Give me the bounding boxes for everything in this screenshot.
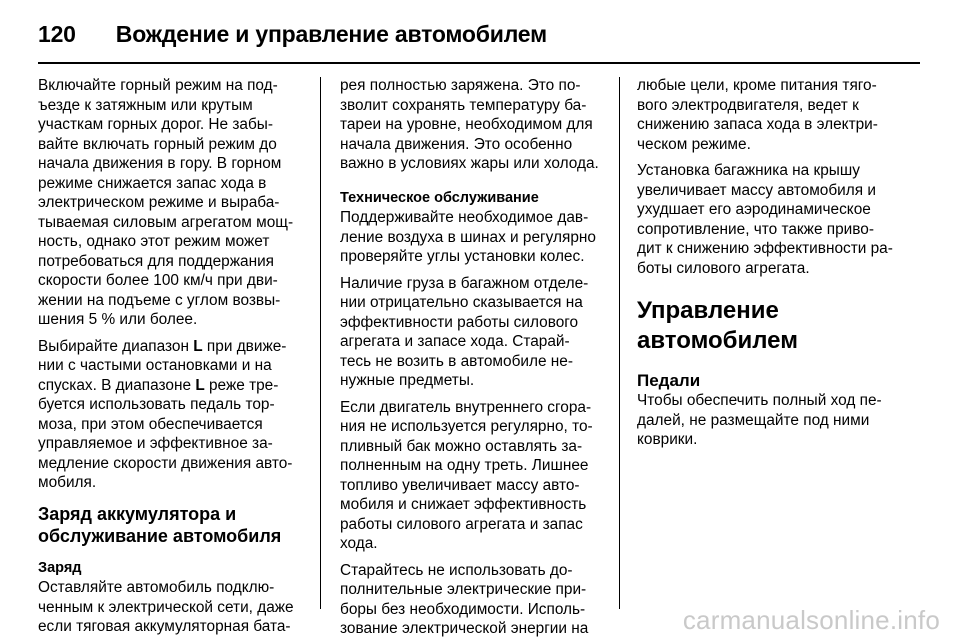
text-line: нужные предметы.: [340, 372, 475, 389]
text-line: ность, однако этот режим может: [38, 233, 270, 250]
text-line: топливо увеличивает массу авто-: [340, 476, 580, 494]
text-line: [38, 376, 314, 396]
page-number: 120: [38, 20, 76, 47]
watermark: carmanualsonline.info: [682, 605, 940, 635]
text-column-3: [637, 76, 922, 450]
subheading: Педали: [637, 371, 701, 390]
section-heading: [637, 296, 922, 356]
header-rule: [38, 62, 920, 64]
text-line: Чтобы обеспечить полный ход пе-: [637, 392, 882, 409]
text-line: электрическом режиме и выраба-: [38, 194, 280, 211]
text-line: медление скорости движения авто-: [38, 454, 293, 472]
text-line: [38, 337, 314, 357]
text-line: эффективности работы силового: [340, 313, 579, 331]
text-line: начала движения в гору. В горном: [38, 155, 282, 172]
text-line: хода.: [340, 535, 378, 552]
text-line: мобиля и снижает эффективность: [340, 496, 587, 513]
text-line: нии с частыми остановками и на: [38, 357, 272, 374]
text-line: пливный бак можно оставлять за-: [340, 437, 583, 455]
paragraph: [38, 578, 314, 637]
text-line: ухудшает его аэродинамическое: [637, 201, 871, 218]
text-line: проверяйте углы установки колес.: [340, 248, 585, 265]
text-column-1: [38, 76, 314, 637]
heading-line: Управление: [637, 297, 779, 324]
paragraph: [340, 561, 615, 639]
text-line: жении на подъеме с углом возвы-: [38, 291, 281, 309]
text-line: моза, при этом обеспечивается: [38, 415, 263, 433]
paragraph: [38, 76, 314, 330]
page-title: Вождение и управление автомобилем: [115, 20, 547, 47]
heading-line: обслуживание автомобиля: [38, 525, 282, 546]
text-line: тареи на уровне, необходимом для: [340, 116, 593, 133]
text-line: Если двигатель внутреннего сгора-: [340, 398, 592, 416]
text-line: Оставляйте автомобиль подклю-: [38, 579, 275, 596]
text-line: зование электрической энергии на: [340, 620, 589, 637]
text-line: зволит сохранять температуру ба-: [340, 96, 587, 114]
range-key-label: L: [195, 376, 205, 394]
text-line: агрегата и запасе хода. Старай-: [340, 333, 570, 350]
text-line: ческом режиме.: [637, 135, 751, 153]
text-run: при движе-: [202, 337, 287, 355]
text-line: боты силового агрегата.: [637, 259, 810, 277]
text-line: далей, не размещайте под ними: [637, 411, 870, 429]
text-line: начала движения. Это особенно: [340, 135, 573, 153]
heading-line: Заряд аккумулятора и: [38, 503, 237, 524]
text-line: участкам горных дорог. Не забы-: [38, 116, 273, 133]
text-line: снижению запаса хода в электри-: [637, 116, 878, 133]
text-line: дит к снижению эффективности ра-: [637, 240, 893, 257]
paragraph: [340, 274, 615, 391]
text-line: нии отрицательно сказывается на: [340, 294, 583, 311]
text-line: увеличивает массу автомобиля и: [637, 181, 876, 199]
text-line: ъезде к затяжным или крутым: [38, 96, 253, 114]
text-line: шения 5 % или более.: [38, 311, 198, 328]
text-line: Установка багажника на крышу: [637, 162, 860, 179]
text-run: Выбирайте диапазон: [38, 337, 194, 355]
paragraph: [340, 76, 615, 174]
text-line: коврики.: [637, 431, 698, 448]
text-line: любые цели, кроме питания тяго-: [637, 77, 877, 94]
paragraph: [637, 391, 922, 450]
text-line: Поддерживайте необходимое дав-: [340, 209, 589, 226]
text-line: управляемое и эффективное за-: [38, 435, 273, 452]
subheading: Заряд: [38, 559, 82, 576]
text-line: Наличие груза в багажном отделе-: [340, 274, 589, 292]
text-line: Старайтесь не использовать до-: [340, 561, 573, 579]
text-line: вого электродвигателя, ведет к: [637, 96, 859, 114]
text-line: ление воздуха в шинах и регулярно: [340, 228, 596, 246]
text-line: скорости более 100 км/ч при дви-: [38, 272, 278, 289]
paragraph: [637, 76, 922, 154]
text-line: боры без необходимости. Исполь-: [340, 600, 586, 618]
text-line: вайте включать горный режим до: [38, 135, 277, 153]
text-line: тываемая силовым агрегатом мощ-: [38, 213, 294, 231]
page-header: [38, 14, 547, 54]
paragraph: [38, 337, 314, 493]
range-key-label: L: [193, 337, 203, 355]
text-line: сопротивление, что также приво-: [637, 220, 874, 238]
subheading: Техническое обслуживание: [340, 189, 539, 206]
section-heading: [38, 503, 314, 547]
text-line: тесь не возить в автомобиле не-: [340, 352, 573, 370]
text-run: спусках. В диапазоне: [38, 376, 196, 394]
text-line: ния не используется регулярно, то-: [340, 418, 593, 435]
text-line: Включайте горный режим на под-: [38, 77, 278, 94]
text-line: важно в условиях жары или холода.: [340, 155, 599, 172]
text-column-2: [340, 76, 615, 639]
column-divider-1: [320, 77, 321, 609]
text-line: полнительные электрические при-: [340, 581, 587, 598]
paragraph: [340, 208, 615, 267]
text-line: рея полностью заряжена. Это по-: [340, 77, 581, 94]
text-line: буется использовать педаль тор-: [38, 396, 275, 413]
column-divider-2: [619, 77, 620, 609]
text-line: потребоваться для поддержания: [38, 252, 275, 270]
paragraph: [637, 161, 922, 278]
text-line: полненным на одну треть. Лишнее: [340, 457, 589, 474]
text-run: реже тре-: [204, 376, 279, 394]
text-line: мобиля.: [38, 474, 97, 491]
heading-line: автомобилем: [637, 327, 798, 354]
text-line: ченным к электрической сети, даже: [38, 598, 294, 616]
text-line: если тяговая аккумуляторная бата-: [38, 618, 291, 635]
text-line: работы силового агрегата и запас: [340, 515, 583, 533]
paragraph: [340, 398, 615, 554]
text-line: режиме снижается запас хода в: [38, 174, 267, 192]
